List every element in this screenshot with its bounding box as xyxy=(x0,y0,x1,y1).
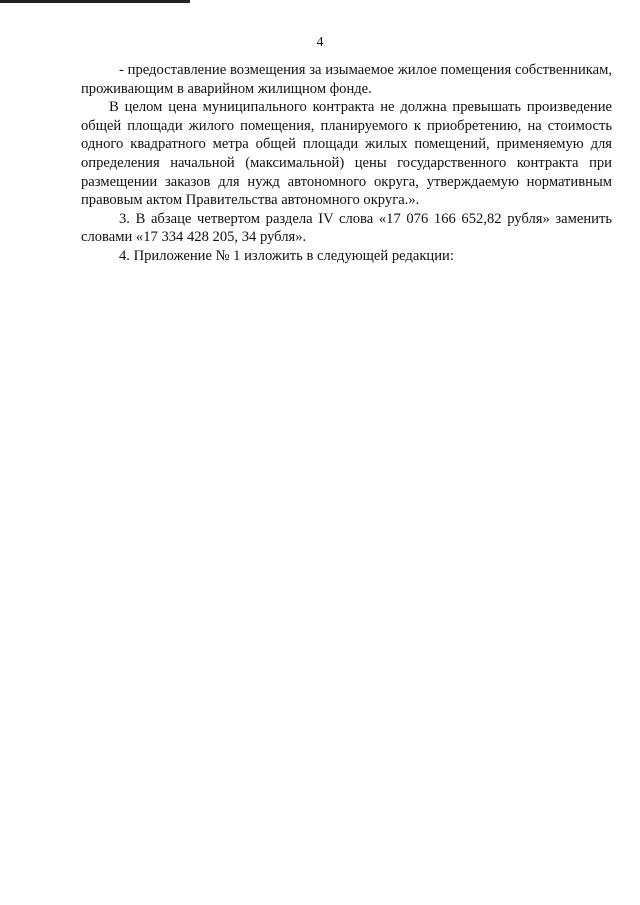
document-body xyxy=(81,61,612,266)
paragraph-compensation: - предоставление возмещения за изымаемое жилое помещения собственникам, проживающим в аварийном жилищном фонде. xyxy=(81,62,612,97)
paragraph-contract-price: В целом цена муниципального контракта не должна превышать произведение общей площади жилого помещения, планируемого к приобретению, на стоимость одного квадратного метра общей площади жилых помещений, применяемую для определения начальной (максимальной) цены государственного контракта при размещении заказов для нужд автономного округа, утверждаемую нормативным правовым актом Правительства автономного округа.». xyxy=(81,99,612,209)
paragraph-amendment-3: 3. В абзаце четвертом раздела IV слова «17 076 166 652,82 рубля» заменить словами «17 334 428 205, 34 рубля». xyxy=(81,210,612,246)
paragraph-amendment-4: 4. Приложение № 1 изложить в следующей редакции: xyxy=(119,247,454,264)
scan-edge-mark xyxy=(0,0,190,3)
page-number: 4 xyxy=(316,35,324,50)
